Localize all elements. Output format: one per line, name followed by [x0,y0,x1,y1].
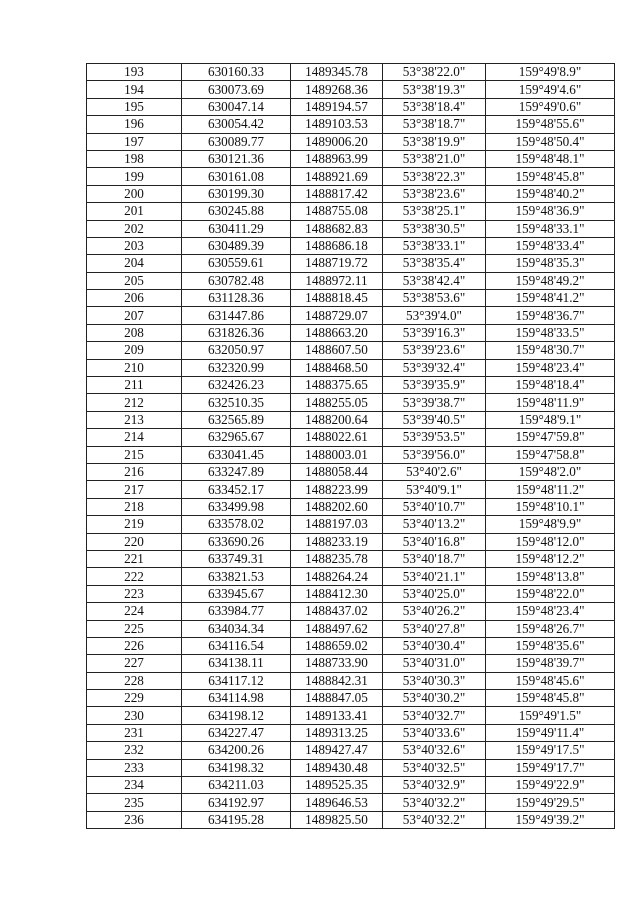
point-number-cell: 218 [87,498,182,515]
y-coordinate-cell: 1488200.64 [291,411,383,428]
table-row [87,168,615,185]
longitude-cell: 159°49'11.4" [486,724,615,741]
y-coordinate-cell: 1488197.03 [291,516,383,533]
point-number-cell: 209 [87,342,182,359]
table-row [87,290,615,307]
x-coordinate-cell: 634198.12 [182,707,291,724]
x-coordinate-cell: 634200.26 [182,742,291,759]
table-row [87,777,615,794]
table-row [87,394,615,411]
x-coordinate-cell: 630245.88 [182,203,291,220]
x-coordinate-cell: 632965.67 [182,429,291,446]
latitude-cell: 53°40'32.6" [383,742,486,759]
point-number-cell: 196 [87,116,182,133]
longitude-cell: 159°48'35.6" [486,637,615,654]
y-coordinate-cell: 1489006.20 [291,133,383,150]
y-coordinate-cell: 1488972.11 [291,272,383,289]
table-row [87,411,615,428]
longitude-cell: 159°48'45.6" [486,672,615,689]
table-row [87,603,615,620]
latitude-cell: 53°40'32.5" [383,759,486,776]
y-coordinate-cell: 1488497.62 [291,620,383,637]
y-coordinate-cell: 1488921.69 [291,168,383,185]
longitude-cell: 159°48'23.4" [486,359,615,376]
x-coordinate-cell: 633041.45 [182,446,291,463]
table-row [87,359,615,376]
table-row [87,150,615,167]
latitude-cell: 53°40'10.7" [383,498,486,515]
x-coordinate-cell: 631128.36 [182,290,291,307]
x-coordinate-cell: 632426.23 [182,377,291,394]
y-coordinate-cell: 1489427.47 [291,742,383,759]
longitude-cell: 159°48'45.8" [486,168,615,185]
point-number-cell: 201 [87,203,182,220]
x-coordinate-cell: 633499.98 [182,498,291,515]
latitude-cell: 53°39'38.7" [383,394,486,411]
y-coordinate-cell: 1488818.45 [291,290,383,307]
point-number-cell: 224 [87,603,182,620]
latitude-cell: 53°40'30.3" [383,672,486,689]
x-coordinate-cell: 632510.35 [182,394,291,411]
longitude-cell: 159°47'58.8" [486,446,615,463]
longitude-cell: 159°48'9.9" [486,516,615,533]
latitude-cell: 53°40'32.7" [383,707,486,724]
point-number-cell: 206 [87,290,182,307]
y-coordinate-cell: 1489525.35 [291,777,383,794]
table-row [87,759,615,776]
y-coordinate-cell: 1488468.50 [291,359,383,376]
latitude-cell: 53°39'53.5" [383,429,486,446]
y-coordinate-cell: 1489825.50 [291,811,383,828]
latitude-cell: 53°39'16.3" [383,324,486,341]
point-number-cell: 204 [87,255,182,272]
y-coordinate-cell: 1489646.53 [291,794,383,811]
x-coordinate-cell: 630489.39 [182,237,291,254]
table-row [87,481,615,498]
y-coordinate-cell: 1488733.90 [291,655,383,672]
point-number-cell: 203 [87,237,182,254]
x-coordinate-cell: 631826.36 [182,324,291,341]
longitude-cell: 159°47'59.8" [486,429,615,446]
y-coordinate-cell: 1488755.08 [291,203,383,220]
table-row [87,116,615,133]
longitude-cell: 159°48'12.0" [486,533,615,550]
y-coordinate-cell: 1488663.20 [291,324,383,341]
y-coordinate-cell: 1489268.36 [291,81,383,98]
table-row [87,307,615,324]
point-number-cell: 231 [87,724,182,741]
y-coordinate-cell: 1488963.99 [291,150,383,167]
latitude-cell: 53°40'32.2" [383,811,486,828]
table-row [87,690,615,707]
point-number-cell: 214 [87,429,182,446]
latitude-cell: 53°40'9.1" [383,481,486,498]
table-row [87,655,615,672]
latitude-cell: 53°38'33.1" [383,237,486,254]
point-number-cell: 205 [87,272,182,289]
y-coordinate-cell: 1488437.02 [291,603,383,620]
latitude-cell: 53°40'32.2" [383,794,486,811]
latitude-cell: 53°40'33.6" [383,724,486,741]
latitude-cell: 53°38'21.0" [383,150,486,167]
longitude-cell: 159°48'2.0" [486,463,615,480]
coordinates-table-body [87,64,615,829]
y-coordinate-cell: 1488847.05 [291,690,383,707]
y-coordinate-cell: 1488686.18 [291,237,383,254]
latitude-cell: 53°40'18.7" [383,550,486,567]
latitude-cell: 53°38'18.4" [383,98,486,115]
table-row [87,637,615,654]
point-number-cell: 216 [87,463,182,480]
x-coordinate-cell: 634138.11 [182,655,291,672]
x-coordinate-cell: 630411.29 [182,220,291,237]
point-number-cell: 235 [87,794,182,811]
table-row [87,550,615,567]
x-coordinate-cell: 630121.36 [182,150,291,167]
latitude-cell: 53°38'19.3" [383,81,486,98]
longitude-cell: 159°49'0.6" [486,98,615,115]
y-coordinate-cell: 1488719.72 [291,255,383,272]
y-coordinate-cell: 1488233.19 [291,533,383,550]
x-coordinate-cell: 630073.69 [182,81,291,98]
table-row [87,220,615,237]
point-number-cell: 215 [87,446,182,463]
table-row [87,672,615,689]
point-number-cell: 229 [87,690,182,707]
x-coordinate-cell: 633984.77 [182,603,291,620]
latitude-cell: 53°38'30.5" [383,220,486,237]
x-coordinate-cell: 633821.53 [182,568,291,585]
table-row [87,742,615,759]
x-coordinate-cell: 630199.30 [182,185,291,202]
point-number-cell: 211 [87,377,182,394]
latitude-cell: 53°40'31.0" [383,655,486,672]
y-coordinate-cell: 1488223.99 [291,481,383,498]
point-number-cell: 226 [87,637,182,654]
x-coordinate-cell: 630160.33 [182,64,291,81]
table-row [87,794,615,811]
x-coordinate-cell: 630054.42 [182,116,291,133]
x-coordinate-cell: 632565.89 [182,411,291,428]
x-coordinate-cell: 634116.54 [182,637,291,654]
table-row [87,620,615,637]
longitude-cell: 159°48'13.8" [486,568,615,585]
latitude-cell: 53°39'32.4" [383,359,486,376]
longitude-cell: 159°48'36.7" [486,307,615,324]
longitude-cell: 159°49'17.7" [486,759,615,776]
table-row [87,463,615,480]
x-coordinate-cell: 631447.86 [182,307,291,324]
table-row [87,516,615,533]
longitude-cell: 159°48'45.8" [486,690,615,707]
table-row [87,342,615,359]
table-row [87,324,615,341]
x-coordinate-cell: 634198.32 [182,759,291,776]
x-coordinate-cell: 630089.77 [182,133,291,150]
y-coordinate-cell: 1488003.01 [291,446,383,463]
point-number-cell: 233 [87,759,182,776]
latitude-cell: 53°39'23.6" [383,342,486,359]
longitude-cell: 159°48'22.0" [486,585,615,602]
y-coordinate-cell: 1488729.07 [291,307,383,324]
latitude-cell: 53°39'40.5" [383,411,486,428]
x-coordinate-cell: 634117.12 [182,672,291,689]
point-number-cell: 234 [87,777,182,794]
y-coordinate-cell: 1489345.78 [291,64,383,81]
y-coordinate-cell: 1488264.24 [291,568,383,585]
y-coordinate-cell: 1488022.61 [291,429,383,446]
longitude-cell: 159°48'49.2" [486,272,615,289]
x-coordinate-cell: 633578.02 [182,516,291,533]
table-row [87,585,615,602]
latitude-cell: 53°39'35.9" [383,377,486,394]
point-number-cell: 230 [87,707,182,724]
longitude-cell: 159°48'11.9" [486,394,615,411]
longitude-cell: 159°49'39.2" [486,811,615,828]
longitude-cell: 159°49'29.5" [486,794,615,811]
longitude-cell: 159°48'50.4" [486,133,615,150]
longitude-cell: 159°48'33.5" [486,324,615,341]
longitude-cell: 159°49'1.5" [486,707,615,724]
latitude-cell: 53°40'27.8" [383,620,486,637]
table-row [87,272,615,289]
latitude-cell: 53°40'30.2" [383,690,486,707]
point-number-cell: 219 [87,516,182,533]
point-number-cell: 236 [87,811,182,828]
x-coordinate-cell: 634192.97 [182,794,291,811]
longitude-cell: 159°48'12.2" [486,550,615,567]
table-row [87,377,615,394]
y-coordinate-cell: 1488235.78 [291,550,383,567]
longitude-cell: 159°48'30.7" [486,342,615,359]
latitude-cell: 53°40'13.2" [383,516,486,533]
latitude-cell: 53°38'23.6" [383,185,486,202]
longitude-cell: 159°48'23.4" [486,603,615,620]
table-row [87,429,615,446]
table-row [87,724,615,741]
point-number-cell: 208 [87,324,182,341]
x-coordinate-cell: 634114.98 [182,690,291,707]
table-row [87,133,615,150]
y-coordinate-cell: 1488412.30 [291,585,383,602]
y-coordinate-cell: 1489194.57 [291,98,383,115]
latitude-cell: 53°40'25.0" [383,585,486,602]
latitude-cell: 53°38'25.1" [383,203,486,220]
point-number-cell: 198 [87,150,182,167]
table-row [87,81,615,98]
x-coordinate-cell: 633690.26 [182,533,291,550]
point-number-cell: 221 [87,550,182,567]
x-coordinate-cell: 632050.97 [182,342,291,359]
x-coordinate-cell: 632320.99 [182,359,291,376]
table-row [87,64,615,81]
point-number-cell: 202 [87,220,182,237]
point-number-cell: 212 [87,394,182,411]
point-number-cell: 223 [87,585,182,602]
longitude-cell: 159°48'35.3" [486,255,615,272]
longitude-cell: 159°48'9.1" [486,411,615,428]
point-number-cell: 227 [87,655,182,672]
latitude-cell: 53°38'22.0" [383,64,486,81]
point-number-cell: 210 [87,359,182,376]
point-number-cell: 222 [87,568,182,585]
latitude-cell: 53°39'4.0" [383,307,486,324]
longitude-cell: 159°49'8.9" [486,64,615,81]
table-row [87,498,615,515]
longitude-cell: 159°48'18.4" [486,377,615,394]
y-coordinate-cell: 1488058.44 [291,463,383,480]
latitude-cell: 53°40'16.8" [383,533,486,550]
x-coordinate-cell: 630559.61 [182,255,291,272]
point-number-cell: 225 [87,620,182,637]
x-coordinate-cell: 633247.89 [182,463,291,480]
y-coordinate-cell: 1488607.50 [291,342,383,359]
latitude-cell: 53°40'21.1" [383,568,486,585]
y-coordinate-cell: 1488817.42 [291,185,383,202]
longitude-cell: 159°48'10.1" [486,498,615,515]
table-row [87,185,615,202]
x-coordinate-cell: 634227.47 [182,724,291,741]
longitude-cell: 159°48'33.1" [486,220,615,237]
x-coordinate-cell: 630782.48 [182,272,291,289]
table-row [87,811,615,828]
latitude-cell: 53°40'26.2" [383,603,486,620]
longitude-cell: 159°48'41.2" [486,290,615,307]
table-row [87,203,615,220]
longitude-cell: 159°48'11.2" [486,481,615,498]
y-coordinate-cell: 1488682.83 [291,220,383,237]
latitude-cell: 53°40'2.6" [383,463,486,480]
y-coordinate-cell: 1488659.02 [291,637,383,654]
latitude-cell: 53°38'53.6" [383,290,486,307]
point-number-cell: 213 [87,411,182,428]
longitude-cell: 159°48'36.9" [486,203,615,220]
latitude-cell: 53°38'35.4" [383,255,486,272]
x-coordinate-cell: 634211.03 [182,777,291,794]
x-coordinate-cell: 633749.31 [182,550,291,567]
latitude-cell: 53°40'30.4" [383,637,486,654]
point-number-cell: 220 [87,533,182,550]
y-coordinate-cell: 1489313.25 [291,724,383,741]
table-row [87,707,615,724]
x-coordinate-cell: 633945.67 [182,585,291,602]
y-coordinate-cell: 1489430.48 [291,759,383,776]
longitude-cell: 159°48'39.7" [486,655,615,672]
point-number-cell: 197 [87,133,182,150]
x-coordinate-cell: 633452.17 [182,481,291,498]
latitude-cell: 53°38'42.4" [383,272,486,289]
table-row [87,533,615,550]
table-row [87,98,615,115]
y-coordinate-cell: 1488202.60 [291,498,383,515]
y-coordinate-cell: 1488255.05 [291,394,383,411]
longitude-cell: 159°48'26.7" [486,620,615,637]
latitude-cell: 53°39'56.0" [383,446,486,463]
longitude-cell: 159°49'17.5" [486,742,615,759]
x-coordinate-cell: 630047.14 [182,98,291,115]
table-row [87,237,615,254]
point-number-cell: 217 [87,481,182,498]
point-number-cell: 200 [87,185,182,202]
table-row [87,446,615,463]
table-row [87,568,615,585]
point-number-cell: 232 [87,742,182,759]
longitude-cell: 159°49'4.6" [486,81,615,98]
point-number-cell: 199 [87,168,182,185]
y-coordinate-cell: 1488842.31 [291,672,383,689]
point-number-cell: 194 [87,81,182,98]
latitude-cell: 53°38'18.7" [383,116,486,133]
latitude-cell: 53°38'22.3" [383,168,486,185]
latitude-cell: 53°38'19.9" [383,133,486,150]
y-coordinate-cell: 1488375.65 [291,377,383,394]
x-coordinate-cell: 634034.34 [182,620,291,637]
longitude-cell: 159°48'55.6" [486,116,615,133]
coordinates-table [86,63,615,829]
point-number-cell: 207 [87,307,182,324]
longitude-cell: 159°48'48.1" [486,150,615,167]
x-coordinate-cell: 634195.28 [182,811,291,828]
point-number-cell: 228 [87,672,182,689]
y-coordinate-cell: 1489103.53 [291,116,383,133]
point-number-cell: 195 [87,98,182,115]
table-row [87,255,615,272]
point-number-cell: 193 [87,64,182,81]
longitude-cell: 159°48'40.2" [486,185,615,202]
latitude-cell: 53°40'32.9" [383,777,486,794]
x-coordinate-cell: 630161.08 [182,168,291,185]
y-coordinate-cell: 1489133.41 [291,707,383,724]
longitude-cell: 159°49'22.9" [486,777,615,794]
longitude-cell: 159°48'33.4" [486,237,615,254]
